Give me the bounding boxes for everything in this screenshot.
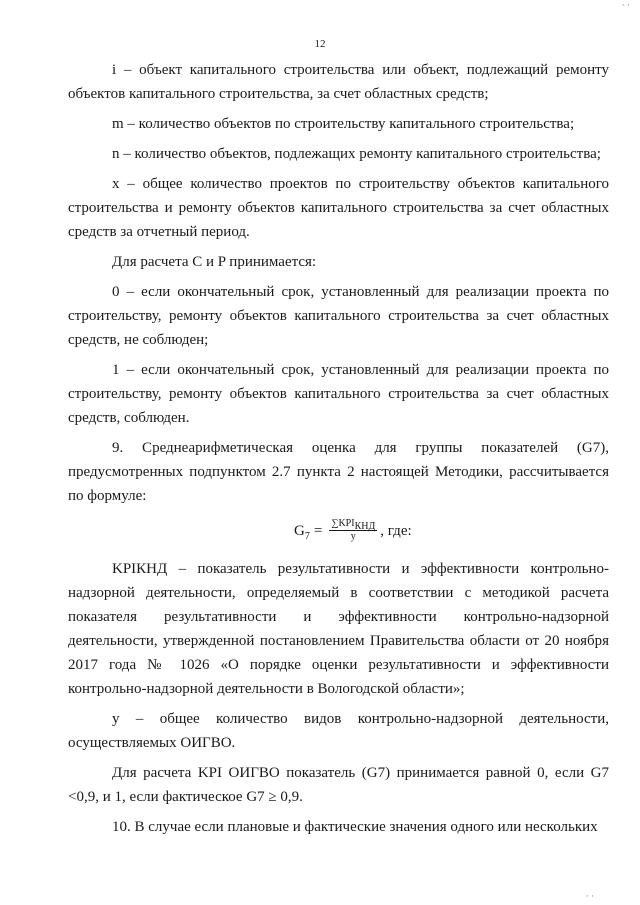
paragraph-c-p-intro: Для расчета C и P принимается: — [112, 254, 317, 270]
paragraph-m-definition: m – количество объектов по строительству капитального строительства; — [112, 116, 575, 132]
document-body — [68, 58, 609, 845]
page-number: 12 — [314, 38, 326, 50]
paragraph-kpi-definition: KPIКНД – показатель результативности и эффективности контрольно-надзорной деятельности, определяемый в соответствии с методикой расчета показателя результативности и эффективности контрольно-надзорной деятельности, утвержденной постановлением Правительства области от 20 ноября 2017 года № 1026 «О порядке оценки результативности и эффективности контрольно-надзорной деятельности в Вологодской области»; — [68, 561, 609, 697]
scan-corner-mark-top: · · — [621, 0, 630, 10]
paragraph-n-definition: n – количество объектов, подлежащих ремонту капитального строительства; — [112, 146, 601, 162]
formula-suffix: , где: — [380, 522, 412, 539]
scan-corner-mark-bottom: · · — [585, 891, 594, 901]
paragraph-i-definition: i – объект капитального строительства или объект, подлежащий ремонту объектов капитального строительства, за счет областных средств; — [68, 62, 609, 102]
paragraph-y-definition: y – общее количество видов контрольно-надзорной деятельности, осуществляемых ОИГВО. — [68, 711, 609, 751]
formula-denominator: y — [350, 531, 356, 542]
paragraph-x-definition: x – общее количество проектов по строительству объектов капитального строительства и ремонту объектов капитального строительства за счет областных средств за отчетный период. — [68, 176, 609, 240]
paragraph-zero-case: 0 – если окончательный срок, установленный для реализации проекта по строительству, ремонту объектов капитального строительства за счет областных средств, не соблюден; — [68, 284, 609, 348]
paragraph-one-case: 1 – если окончательный срок, установленный для реализации проекта по строительству, ремонту объектов капитального строительства за счет областных средств, соблюден. — [68, 362, 609, 426]
formula-equals: = — [313, 522, 323, 539]
formula-numerator: $\sum KPI_{КНД}$ — [331, 518, 376, 532]
formula-lhs: $G_7$ — [294, 522, 310, 542]
formula-fraction — [329, 518, 377, 543]
paragraph-g7-rule: Для расчета KPI ОИГВО показатель (G7) принимается равной 0, если G7 <0,9, и 1, если фактическое G7 ≥ 0,9. — [68, 765, 609, 805]
paragraph-section-9: 9. Среднеарифметическая оценка для группы показателей (G7), предусмотренных подпунктом 2.7 пункта 2 настоящей Методики, рассчитывается по формуле: — [68, 440, 609, 504]
formula-g7 — [68, 518, 609, 543]
paragraph-section-10: 10. В случае если плановые и фактические значения одного или нескольких — [112, 819, 598, 835]
